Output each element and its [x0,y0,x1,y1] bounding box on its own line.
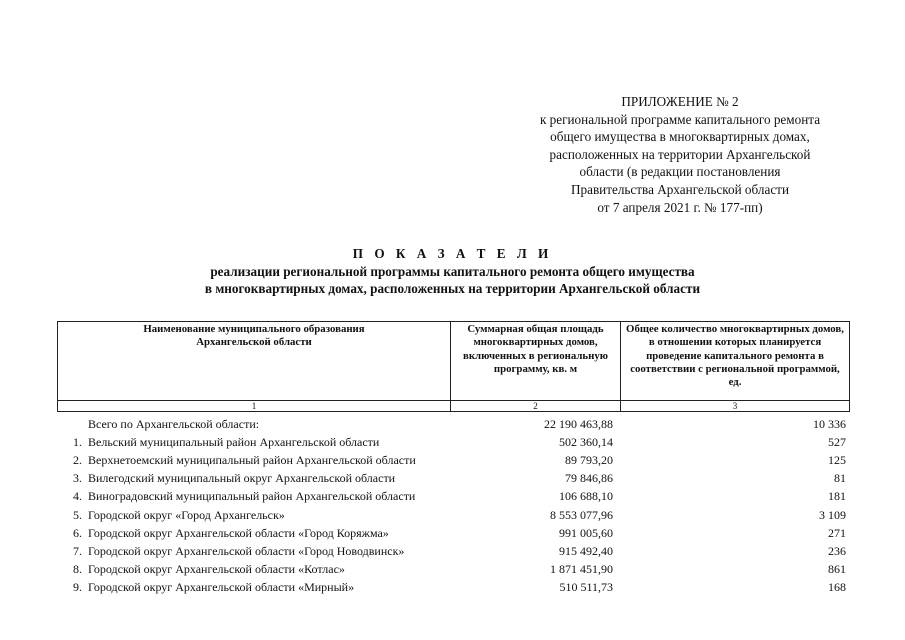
row-area: 510 511,73 [559,580,614,595]
row-count: 236 [828,543,847,558]
row-area: 991 005,60 [559,525,614,540]
table-row [57,433,849,451]
row-area: 502 360,14 [559,434,614,449]
column-header-name: Наименование муниципального образования Архангельской области [58,322,451,401]
table-row [57,561,849,579]
table-row [57,488,849,506]
row-name: Вельский муниципальный район Архангельской области [88,434,380,449]
row-number: 4. [73,489,82,504]
column-number: 2 [451,401,621,412]
row-number: 7. [73,543,82,558]
column-header-area: Суммарная общая площадь многоквартирных домов, включенных в региональную программу, кв. м [451,322,621,401]
table-row [57,506,849,524]
appendix-line: ПРИЛОЖЕНИЕ № 2 [621,94,739,109]
table-row [57,579,849,597]
row-area: 89 793,20 [565,452,614,467]
total-count: 10 336 [813,416,847,431]
row-name: Вилегодский муниципальный округ Архангельской области [88,471,396,486]
row-count: 271 [828,525,847,540]
appendix-line: области (в редакции постановления [579,164,781,180]
row-name: Городской округ Архангельской области «Город Коряжма» [88,525,389,540]
row-name: Верхнетоемский муниципальный район Архангельской области [88,452,416,467]
row-name: Виноградовский муниципальный район Архангельской области [88,489,416,504]
row-number: 3. [73,471,82,486]
row-number: 1. [73,434,82,449]
table-row [57,470,849,488]
table-header [57,321,850,412]
total-label: Всего по Архангельской области: [88,416,260,431]
table-row [57,524,849,542]
row-count: 527 [828,434,847,449]
row-area: 79 846,86 [565,471,614,486]
table-row [57,451,849,469]
table-row-total [57,415,849,433]
column-number: 1 [58,401,451,412]
row-number: 8. [73,562,82,577]
row-area: 1 871 451,90 [550,562,614,577]
appendix-line: общего имущества в многоквартирных домах, [550,129,810,145]
row-name: Городской округ «Город Архангельск» [88,507,285,522]
column-number: 3 [621,401,850,412]
row-area: 106 688,10 [559,489,614,504]
row-count: 3 109 [819,507,847,522]
row-count: 81 [834,471,847,486]
row-count: 861 [828,562,847,577]
heading-subtitle-line2: в многоквартирных домах, расположенных на территории Архангельской области [204,281,701,296]
appendix-line: Правительства Архангельской области [570,181,790,197]
row-count: 168 [828,580,847,595]
row-area: 915 492,40 [559,543,614,558]
table-row [57,542,849,560]
appendix-line: расположенных на территории Архангельской [549,146,811,162]
heading-title: П О К А З А Т Е Л И [352,246,553,261]
row-number: 6. [73,525,82,540]
column-header-count: Общее количество многоквартирных домов, в отношении которых планируется проведение капитального ремонта в соответствии с региональной программой, ед. [621,322,850,401]
row-number: 5. [73,507,82,522]
data-table [57,415,849,597]
row-count: 125 [828,452,847,467]
heading-subtitle-line1: реализации региональной программы капитального ремонта общего имущества [210,263,695,279]
document-heading [0,245,905,298]
row-area: 8 553 077,96 [550,507,614,522]
row-name: Городской округ Архангельской области «Город Новодвинск» [88,543,405,558]
row-name: Городской округ Архангельской области «Котлас» [88,562,345,577]
appendix-line: к региональной программе капитального ремонта [539,111,821,127]
row-name: Городской округ Архангельской области «Мирный» [88,580,355,595]
total-area: 22 190 463,88 [544,416,614,431]
row-number: 2. [73,452,82,467]
row-count: 181 [828,489,847,504]
appendix-line: от 7 апреля 2021 г. № 177-пп) [597,199,763,215]
appendix-block [505,93,855,216]
row-number: 9. [73,580,82,595]
